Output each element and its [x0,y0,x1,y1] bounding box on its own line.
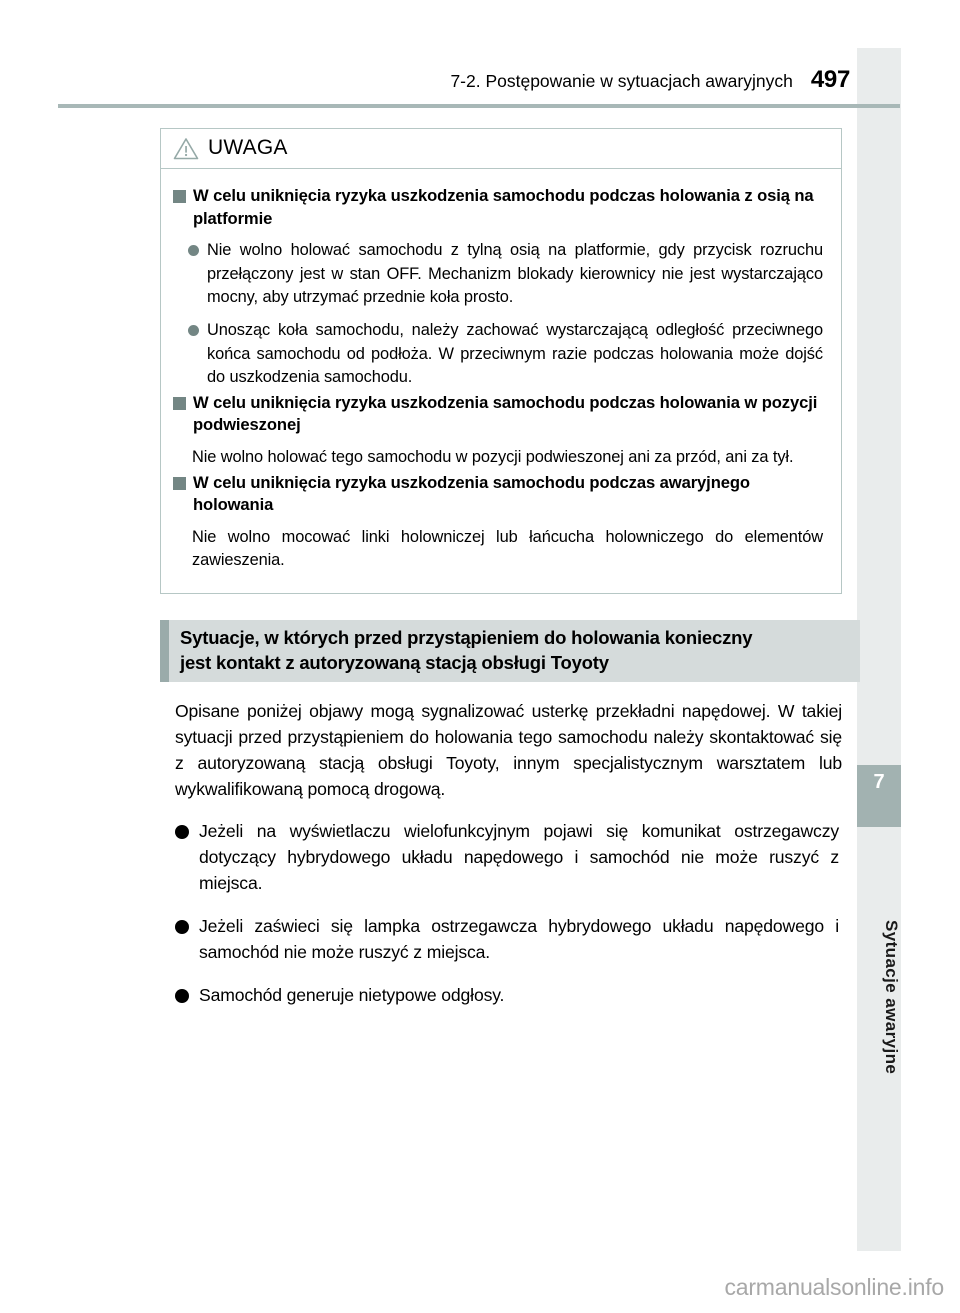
section-heading-text [169,620,762,682]
dot-bullet-icon [175,920,189,934]
chapter-number: 7 [873,771,885,793]
section-heading-line2: jest kontakt z autoryzowaną stacją obsługi Toyoty [180,651,609,673]
warning-group-paragraph: Nie wolno mocować linki holowniczej lub łańcucha holowniczego do elementów zawieszenia. [192,527,823,570]
section-intro-paragraph: Opisane poniżej objawy mogą sygnalizować usterkę przekładni napędowej. W takiej sytuacji przed przystąpieniem do holowania tego samochodu należy skontaktować się z autoryzowaną stacją obsługi Toyoty, innym specjalistycznym warsztatem lub wykwalifikowaną pomocą drogową. [175,701,842,800]
section-body [175,698,842,1008]
dot-bullet-icon [188,325,199,336]
header-divider-rule [58,104,900,108]
list-item: Nie wolno holować samochodu z tylną osią na platformie, gdy przycisk rozruchu przełączony jest w stan OFF. Mechanizm blokady kierownicy nie jest wystarczająco mocny, aby utrzymać przednie koła prosto. [173,239,823,310]
list-item: Jeżeli na wyświetlaczu wielofunkcyjnym pojawi się komunikat ostrzegawczy dotyczący hybrydowego układu napędowego i samochód nie może ruszyć z miejsca. [175,818,842,896]
section-heading-bar [160,620,860,682]
chapter-number-tab [857,765,901,827]
list-item: Samochód generuje nietypowe odgłosy. [175,982,842,1008]
warning-box-body [161,169,841,593]
page-number: 497 [810,66,850,93]
warning-group-heading: W celu uniknięcia ryzyka uszkodzenia samochodu podczas awaryjnego holowania [173,472,823,517]
warning-box-header [161,129,841,169]
section-bullet-list [175,818,842,1008]
header-section-title: 7-2. Postępowanie w sytuacjach awaryjnych [450,71,793,91]
chapter-title-vertical: Sytuacje awaryjne [882,919,901,1075]
section-heading-line1: Sytuacje, w których przed przystąpieniem do holowania konieczny [180,627,753,648]
warning-group-bullets [173,239,823,390]
warning-title: UWAGA [208,136,288,159]
list-item: Jeżeli zaświeci się lampka ostrzegawcza hybrydowego układu napędowego i samochód nie może ruszyć z miejsca. [175,913,842,965]
running-header [60,66,850,100]
dot-bullet-icon [175,989,189,1003]
warning-group-heading: W celu uniknięcia ryzyka uszkodzenia samochodu podczas holowania w pozycji podwieszonej [173,392,823,437]
dot-bullet-icon [188,245,199,256]
list-item: Unosząc koła samochodu, należy zachować wystarczającą odległość przeciwnego końca samochodu od podłoża. W przeciwnym razie podczas holowania może dojść do uszkodzenia samochodu. [173,319,823,390]
warning-box [160,128,842,594]
square-bullet-icon [173,477,186,490]
warning-group-paragraph: Nie wolno holować tego samochodu w pozycji podwieszonej ani za przód, ani za tył. [192,448,794,466]
section-accent-bar [160,620,169,682]
square-bullet-icon [173,397,186,410]
dot-bullet-icon [175,825,189,839]
warning-group-heading: W celu uniknięcia ryzyka uszkodzenia samochodu podczas holowania z osią na platformie [173,185,823,230]
watermark: carmanualsonline.info [724,1274,944,1300]
square-bullet-icon [173,190,186,203]
warning-triangle-icon [173,137,199,160]
